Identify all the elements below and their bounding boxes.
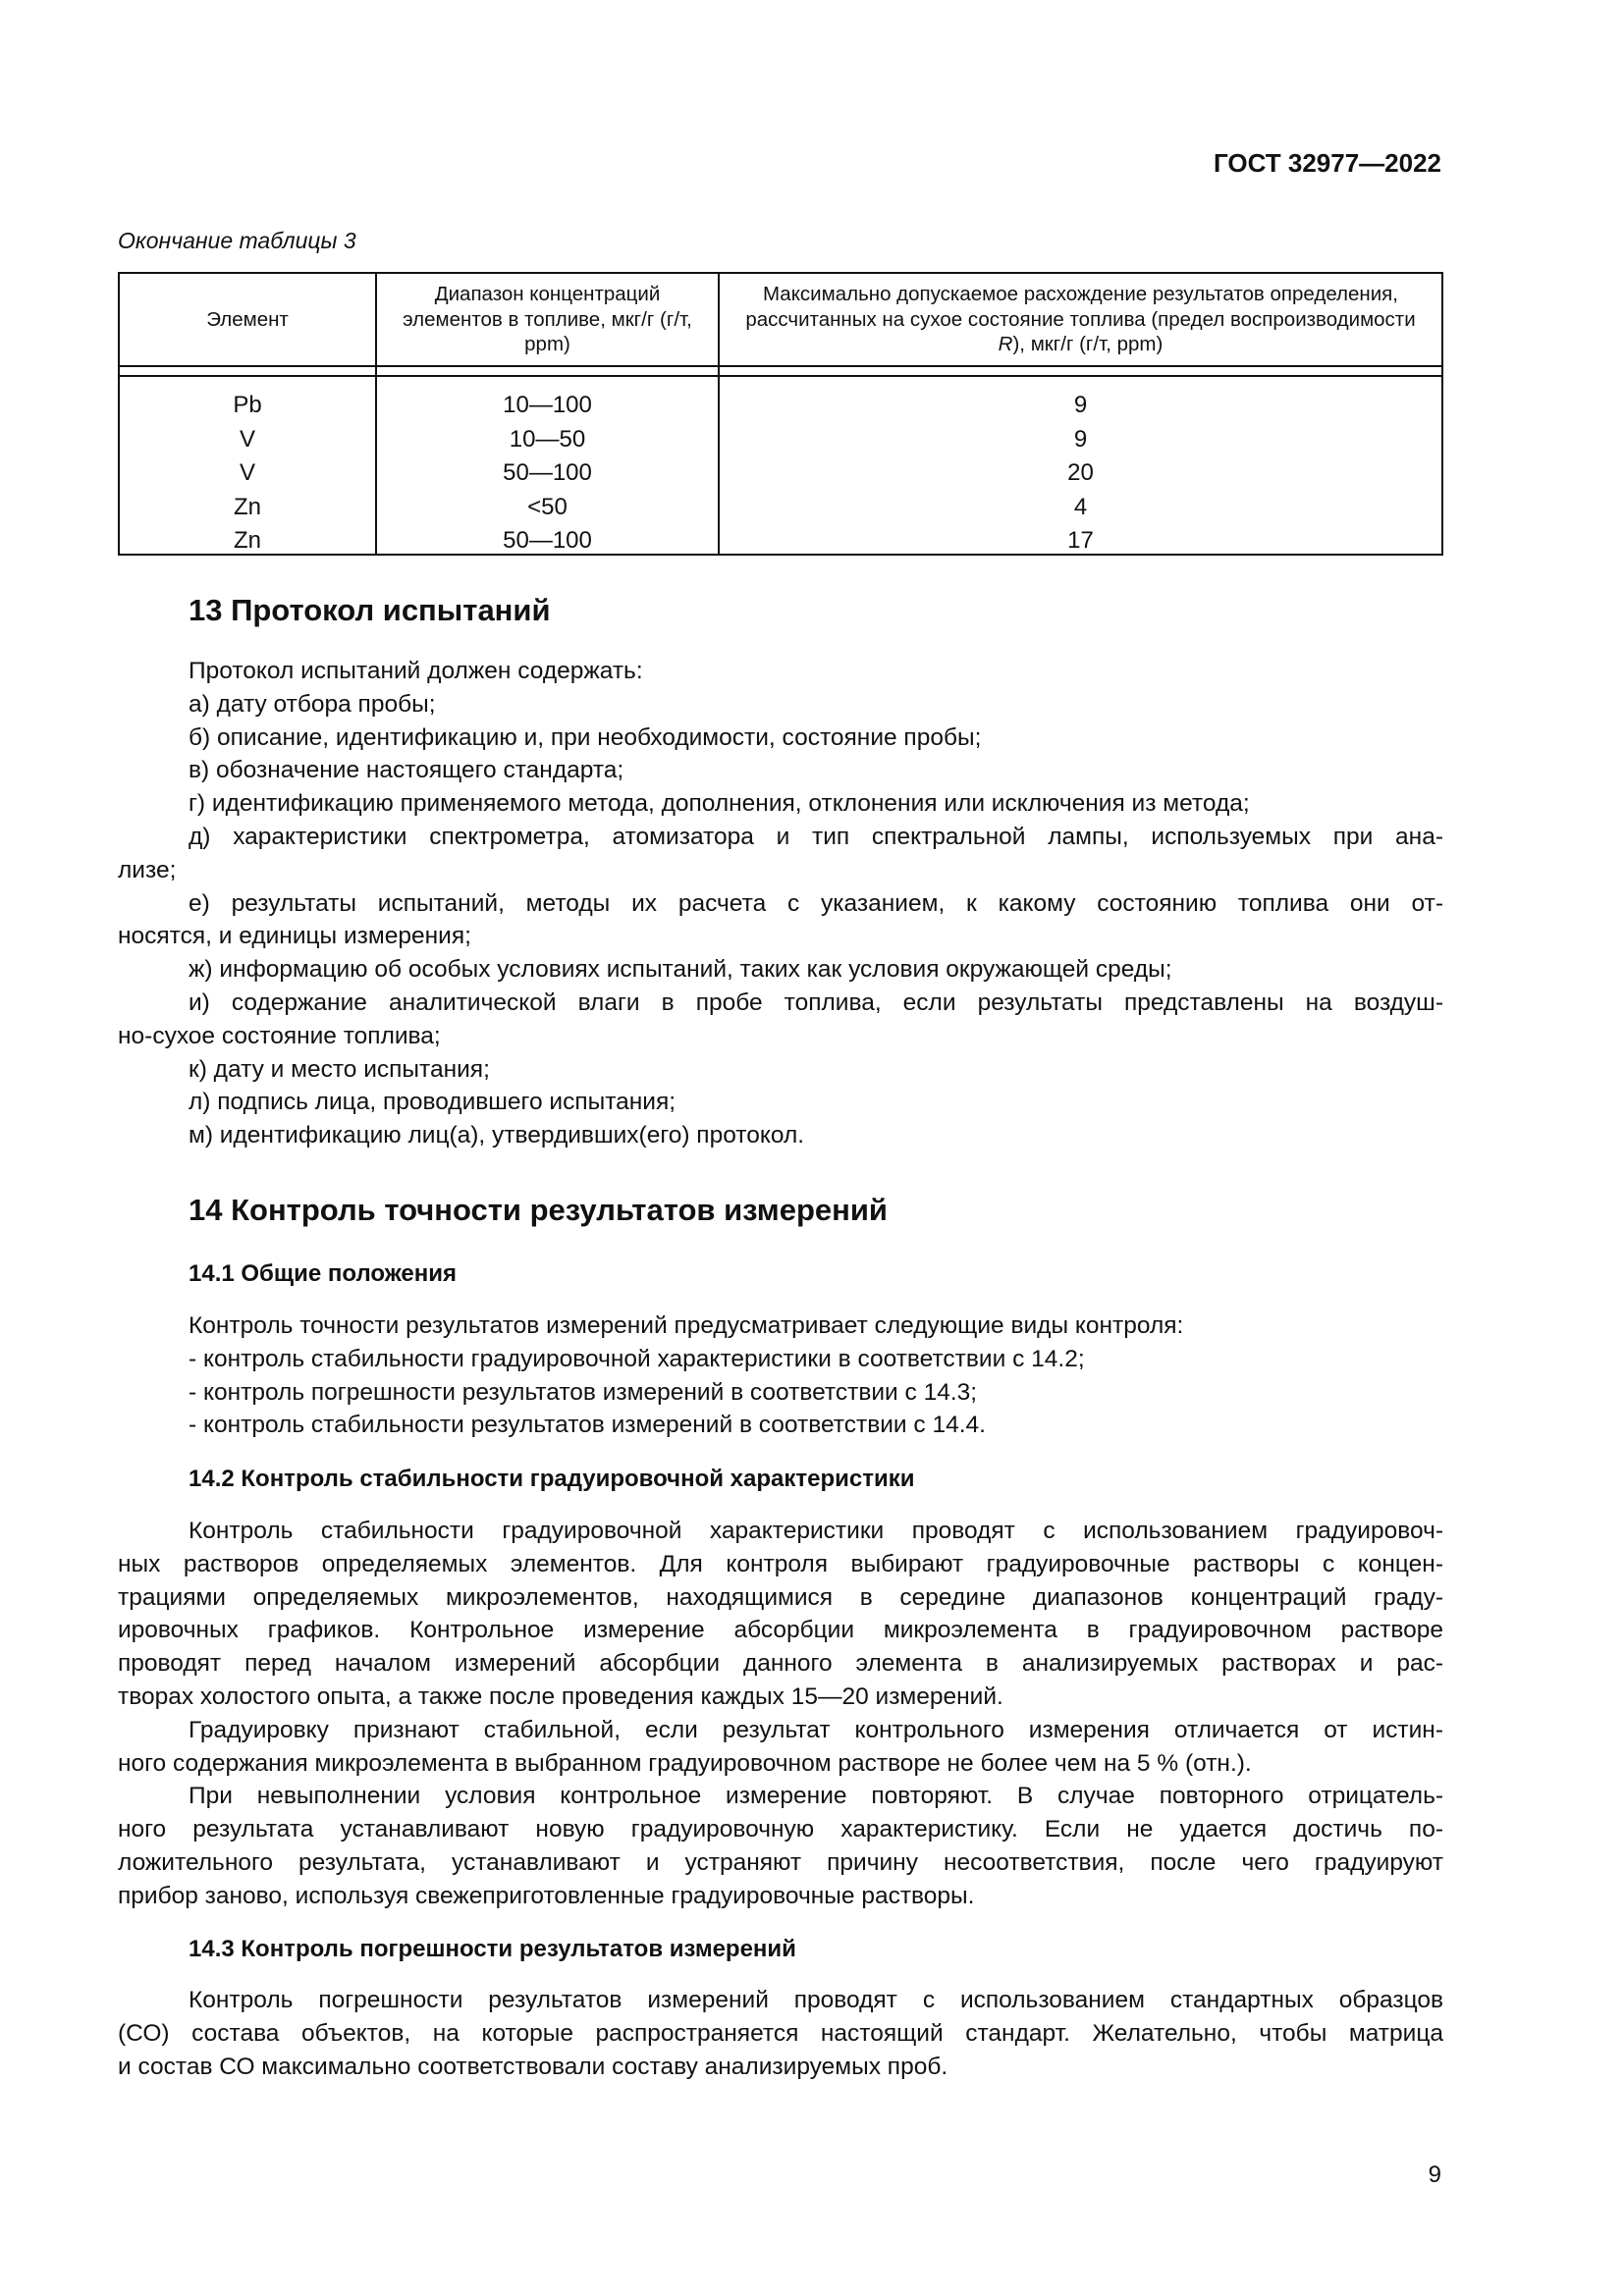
paragraph-line: прибор заново, используя свежеприготовленные градуировочные растворы.	[118, 1882, 975, 1909]
paragraph-line: ного содержания микроэлемента в выбранном градуировочном растворе не более чем на 5 % (отн.).	[118, 1749, 1252, 1777]
table-cell: 17	[1067, 527, 1094, 555]
table-cell: Zn	[233, 493, 261, 520]
column-range	[377, 389, 718, 559]
paragraph-line: ж) информацию об особых условиях испытаний, таких как условия окружающей среды;	[189, 956, 1172, 984]
paragraph-line: ложительного результата, устанавливают и устраняют причину несоответствия, после чего градуируют	[118, 1848, 1443, 1876]
section-13-body	[118, 655, 1443, 1152]
paragraph-line: ировочных графиков. Контрольное измерение абсорбции микроэлемента в градуировочном растворе	[118, 1617, 1443, 1644]
table-cell: 9	[1073, 392, 1088, 418]
column-header-max-discrepancy	[720, 274, 1441, 365]
paragraph-line: При невыполнении условия контрольное измерение повторяют. В случае повторного отрицатель-	[189, 1783, 1443, 1810]
section-14-2-heading: 14.2 Контроль стабильности градуировочной характеристики	[189, 1466, 915, 1492]
paragraph-line: трациями определяемых микроэлементов, находящимися в середине диапазонов концентраций граду-	[118, 1583, 1443, 1611]
table-cell: 20	[1067, 459, 1094, 487]
paragraph-line: к) дату и место испытания;	[189, 1055, 490, 1083]
page-number: 9	[1428, 2162, 1441, 2188]
table-cell: <50	[527, 493, 568, 520]
paragraph-line: и) содержание аналитической влаги в пробе топлива, если результаты представлены на воздуш-	[189, 988, 1443, 1016]
paragraph-line: а) дату отбора пробы;	[189, 690, 436, 718]
data-table	[118, 272, 1443, 556]
paragraph-line: проводят перед началом измерений абсорбции данного элемента в анализируемых растворах и рас-	[118, 1650, 1443, 1678]
paragraph-line: - контроль стабильности градуировочной характеристики в соответствии с 14.2;	[189, 1345, 1085, 1372]
header-divider	[120, 375, 1441, 377]
column-header-range: Диапазон концентраций элементов в топливе, мкг/г (г/т, ppm)	[403, 283, 692, 356]
document-code: ГОСТ 32977—2022	[1214, 148, 1441, 178]
paragraph-line: (СО) состава объектов, на которые распространяется настоящий стандарт. Желательно, чтобы матрица	[118, 2019, 1443, 2047]
paragraph-line: м) идентификацию лиц(а), утвердивших(его) протокол.	[189, 1122, 805, 1149]
table-cell: 50—100	[503, 527, 592, 555]
header-text-italic: R	[998, 333, 1013, 356]
paragraph-line: ных растворов определяемых элементов. Для контроля выбирают градуировочные растворы с концен-	[118, 1550, 1443, 1577]
section-14-3-heading: 14.3 Контроль погрешности результатов измерений	[189, 1936, 796, 1962]
paragraph-line: - контроль стабильности результатов измерений в соответствии с 14.4.	[189, 1412, 986, 1439]
paragraph-line: л) подпись лица, проводившего испытания;	[189, 1089, 677, 1116]
header-text: Максимально допускаемое расхождение результатов определения, рассчитанных на сухое состояние топлива (предел воспроизводимости	[745, 283, 1416, 331]
header-divider	[120, 365, 1441, 367]
paragraph-line: в) обозначение настоящего стандарта;	[189, 757, 624, 784]
paragraph-line: лизе;	[118, 856, 177, 883]
paragraph-line: но-сухое состояние топлива;	[118, 1022, 441, 1049]
table-cell: 10—50	[509, 425, 586, 453]
paragraph-line: Протокол испытаний должен содержать:	[189, 658, 643, 684]
table-cell: V	[239, 425, 255, 453]
column-header-element: Элемент	[206, 307, 289, 331]
paragraph-line: г) идентификацию применяемого метода, дополнения, отклонения или исключения из метода;	[189, 790, 1250, 818]
table-caption: Окончание таблицы 3	[118, 228, 356, 253]
paragraph-line: творах холостого опыта, а также после проведения каждых 15—20 измерений.	[118, 1682, 1003, 1710]
section-14-3-body	[118, 1984, 1443, 2083]
column-discrepancy	[720, 389, 1441, 559]
section-14-heading: 14 Контроль точности результатов измерений	[189, 1193, 888, 1227]
column-element	[120, 389, 375, 559]
table-cell: Pb	[233, 392, 262, 418]
table-cell: 10—100	[503, 392, 592, 418]
paragraph-line: носятся, и единицы измерения;	[118, 923, 471, 950]
paragraph-line: Контроль стабильности градуировочной характеристики проводят с использованием градуировоч-	[189, 1518, 1443, 1544]
paragraph-line: Контроль погрешности результатов измерений проводят с использованием стандартных образцов	[189, 1987, 1443, 2013]
paragraph-line: - контроль погрешности результатов измерений в соответствии с 14.3;	[189, 1378, 978, 1406]
paragraph-line: Градуировку признают стабильной, если результат контрольного измерения отличается от истин-	[189, 1716, 1443, 1743]
section-14-1-body	[118, 1309, 1443, 1442]
section-14-1-heading: 14.1 Общие положения	[189, 1260, 458, 1287]
paragraph-line: б) описание, идентификацию и, при необходимости, состояние пробы;	[189, 723, 982, 751]
paragraph-line: и состав СО максимально соответствовали составу анализируемых проб.	[118, 2053, 948, 2080]
table-cell: 50—100	[503, 459, 592, 487]
paragraph-line: д) характеристики спектрометра, атомизатора и тип спектральной лампы, используемых при ана-	[189, 823, 1443, 850]
table-cell: V	[239, 459, 255, 487]
section-13-heading: 13 Протокол испытаний	[189, 593, 551, 627]
header-text: ), мкг/г (г/т, ppm)	[1012, 333, 1164, 356]
paragraph-line: е) результаты испытаний, методы их расчета с указанием, к какому состоянию топлива они от-	[189, 889, 1443, 917]
table-cell: 4	[1073, 493, 1088, 520]
table-cell: 9	[1073, 425, 1088, 453]
table-cell: Zn	[233, 527, 261, 555]
section-14-2-body	[118, 1515, 1443, 1913]
paragraph-line: ного результата устанавливают новую градуировочную характеристику. Если не удается достичь по-	[118, 1816, 1443, 1843]
paragraph-line: Контроль точности результатов измерений предусматривает следующие виды контроля:	[189, 1312, 1184, 1339]
